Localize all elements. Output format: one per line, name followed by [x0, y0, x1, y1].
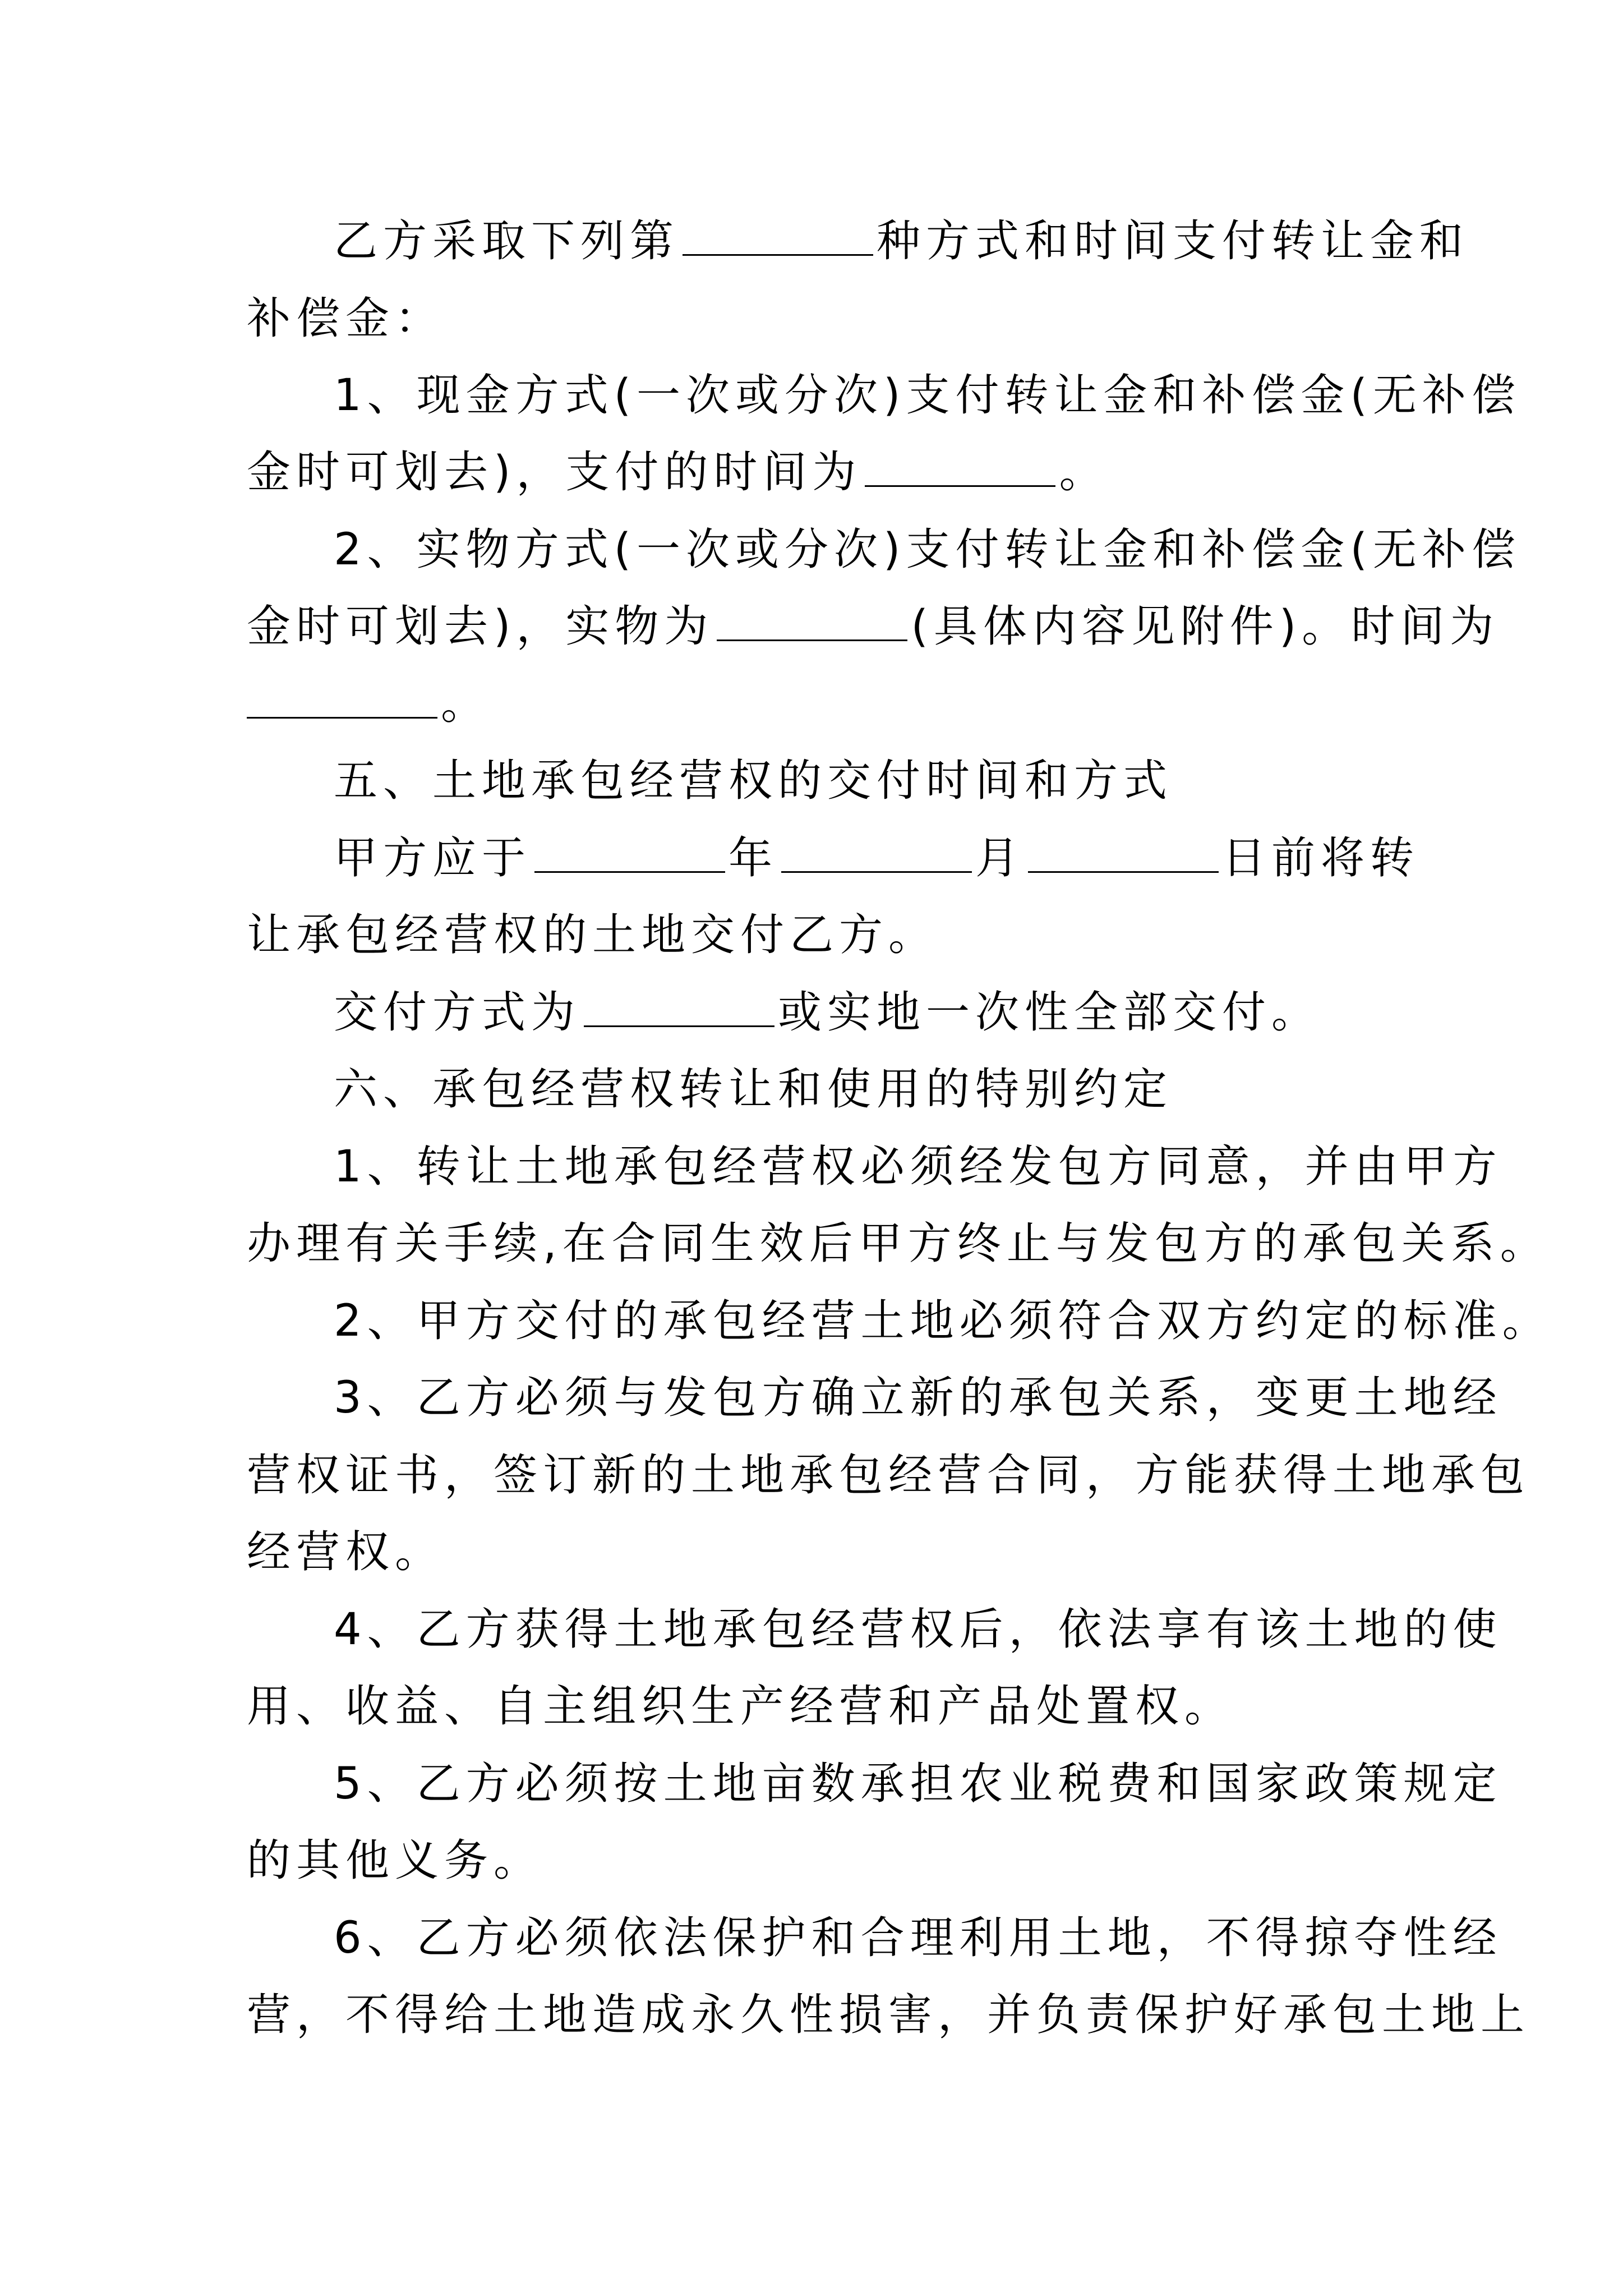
line-text: 5、乙方必须按土地亩数承担农业税费和国家政策规定	[334, 1759, 1502, 1809]
line-text: 金时可划去)，实物为	[247, 601, 714, 652]
line-text: 的其他义务。	[247, 1835, 543, 1886]
line-text: 。	[1059, 447, 1109, 498]
line-text: 用、收益、自主组织生产经营和产品处置权。	[247, 1681, 1234, 1732]
paragraph-line	[247, 1139, 1502, 1195]
line-text: 或实地一次性全部交付。	[778, 987, 1321, 1038]
line-text: 1、现金方式(一次或分次)支付转让金和补偿金(无补偿	[334, 370, 1521, 421]
fill-blank	[717, 638, 907, 641]
line-text: 五、土地承包经营权的交付时间和方式	[334, 756, 1173, 806]
paragraph-line	[247, 1756, 1502, 1812]
line-text: 办理有关手续,在合同生效后甲方终止与发包方的承包关系。	[247, 1218, 1550, 1269]
paragraph-line	[247, 1987, 1530, 2043]
line-text: 3、乙方必须与发包方确立新的承包关系，变更土地经	[334, 1373, 1502, 1423]
line-text: 六、承包经营权转让和使用的特别约定	[334, 1064, 1173, 1115]
paragraph-line	[247, 830, 1467, 886]
fill-blank	[683, 253, 873, 256]
paragraph-line	[247, 676, 1380, 732]
paragraph-line	[247, 1524, 1380, 1580]
paragraph-line	[247, 984, 1467, 1041]
fill-blank	[247, 716, 437, 719]
line-text: 2、实物方式(一次或分次)支付转让金和补偿金(无补偿	[334, 524, 1521, 575]
paragraph-line	[247, 522, 1521, 578]
fill-blank	[865, 484, 1055, 487]
line-text: 1、转让土地承包经营权必须经发包方同意，并由甲方	[334, 1142, 1502, 1192]
line-text: (具体内容见附件)。时间为	[911, 601, 1500, 652]
paragraph-line	[247, 1678, 1380, 1734]
paragraph-line	[247, 1910, 1502, 1966]
paragraph-line	[247, 444, 1380, 500]
paragraph-line	[247, 1602, 1502, 1658]
line-text: 。	[441, 679, 491, 729]
fill-blank	[584, 1024, 774, 1027]
line-text: 让承包经营权的土地交付乙方。	[247, 910, 938, 960]
paragraph-line	[247, 1447, 1530, 1503]
line-text: 种方式和时间支付转让金和	[877, 216, 1469, 266]
fill-blank	[781, 870, 972, 873]
line-text: 金时可划去)，支付的时间为	[247, 447, 862, 498]
fill-blank	[1028, 870, 1219, 873]
paragraph-line	[247, 213, 1467, 269]
paragraph-line	[247, 1370, 1502, 1426]
paragraph-line	[247, 1216, 1550, 1272]
line-text: 2、甲方交付的承包经营土地必须符合双方约定的标准。	[334, 1296, 1552, 1346]
paragraph-line	[247, 1833, 1380, 1889]
paragraph-line	[247, 367, 1521, 424]
section-heading	[247, 753, 1467, 809]
paragraph-line	[247, 291, 1380, 347]
line-text: 乙方采取下列第	[334, 216, 680, 266]
line-text: 营，不得给土地造成永久性损害，并负责保护好承包土地上	[247, 1990, 1530, 2040]
line-text: 营权证书，签订新的土地承包经营合同，方能获得土地承包	[247, 1450, 1530, 1501]
line-text: 补偿金：	[247, 293, 445, 344]
line-text: 4、乙方获得土地承包经营权后，依法享有该土地的使	[334, 1604, 1502, 1655]
line-text: 交付方式为	[334, 987, 581, 1038]
line-text: 经营权。	[247, 1527, 445, 1577]
paragraph-line	[247, 1293, 1552, 1349]
section-heading	[247, 1061, 1467, 1117]
line-text: 月	[975, 833, 1025, 884]
line-text: 甲方应于	[334, 833, 532, 884]
line-text: 6、乙方必须依法保护和合理利用土地，不得掠夺性经	[334, 1913, 1502, 1963]
paragraph-line	[247, 907, 1380, 963]
line-text: 年	[728, 833, 778, 884]
fill-blank	[534, 870, 725, 873]
line-text: 日前将转	[1222, 833, 1420, 884]
paragraph-line	[247, 599, 1500, 655]
